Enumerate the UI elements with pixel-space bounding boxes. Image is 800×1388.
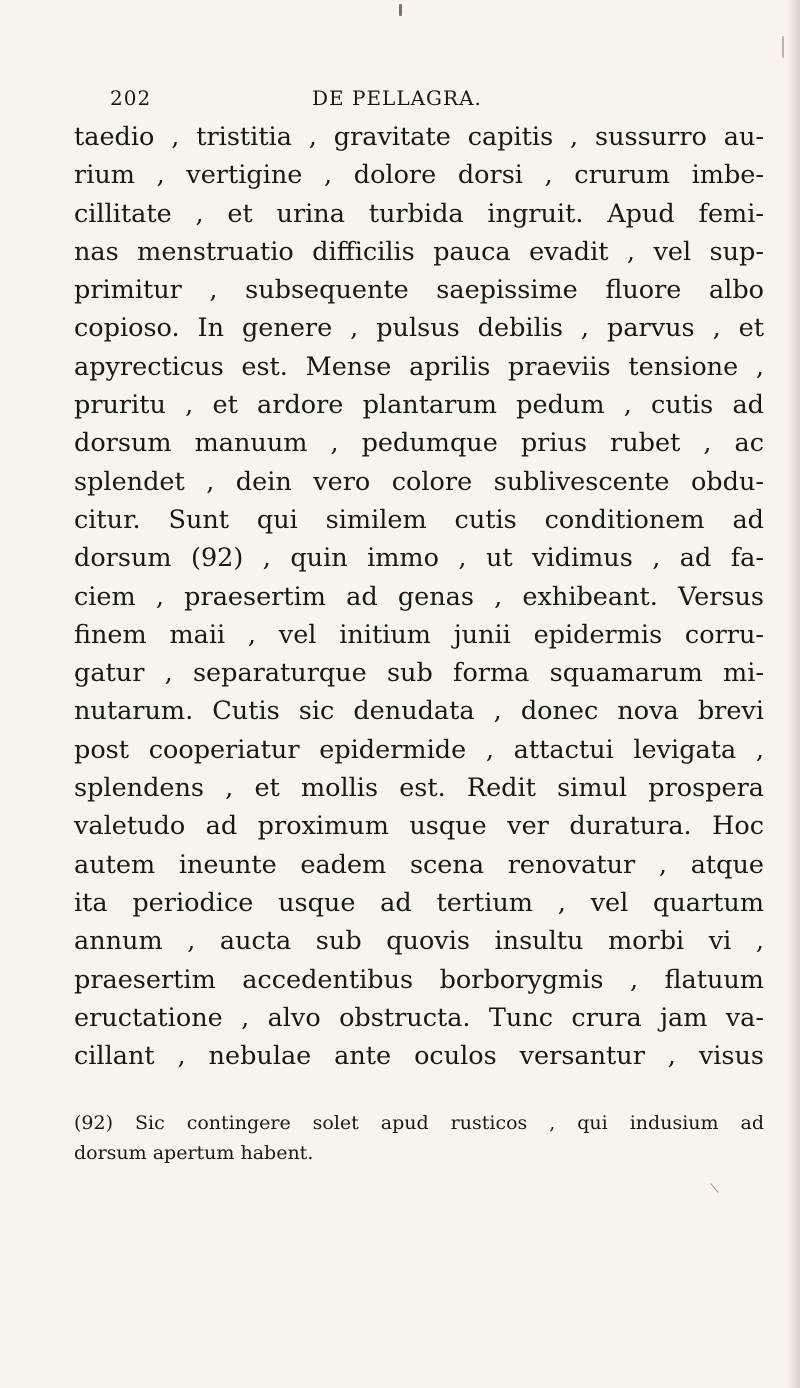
text-line: nas menstruatio difficilis pauca evadit , vel sup- [74, 236, 764, 267]
text-line: copioso. In genere , pulsus debilis , parvus , et [74, 313, 764, 344]
page-speck [710, 1183, 718, 1193]
text-line: nutarum. Cutis sic denudata , donec nova brevi [74, 696, 764, 727]
text-line: splendet , dein vero colore sublivescente obdu- [74, 466, 764, 497]
text-line: apyrecticus est. Mense aprilis praeviis tensione , [74, 351, 764, 382]
text-line: cillitate , et urina turbida ingruit. Apud femi- [74, 198, 764, 229]
text-line: valetudo ad proximum usque ver duratura. Hoc [74, 811, 764, 842]
text-line: annum , aucta sub quovis insultu morbi vi , [74, 926, 764, 957]
page-edge-mark [782, 36, 784, 58]
text-line: rium , vertigine , dolore dorsi , crurum imbe- [74, 160, 764, 191]
print-mark [399, 4, 402, 16]
text-line: citur. Sunt qui similem cutis conditionem ad [74, 504, 764, 535]
text-line: gatur , separaturque sub forma squamarum mi- [74, 658, 764, 689]
text-line: cillant , nebulae ante oculos versantur , visus [74, 1041, 764, 1072]
footnote-line: dorsum apertum habent. [74, 1142, 314, 1164]
footnote-line: (92) Sic contingere solet apud rusticos , qui indusium ad [74, 1112, 764, 1134]
text-line: taedio , tristitia , gravitate capitis , sussurro au- [74, 122, 764, 152]
text-line: autem ineunte eadem scena renovatur , atque [74, 849, 764, 880]
text-line: ciem , praesertim ad genas , exhibeant. Versus [74, 581, 764, 612]
text-line: splendens , et mollis est. Redit simul prospera [74, 773, 764, 804]
text-line: finem maii , vel initium junii epidermis corru- [74, 619, 764, 650]
text-line: primitur , subsequente saepissime fluore albo [74, 275, 764, 306]
running-head [110, 86, 670, 116]
text-line: ita periodice usque ad tertium , vel quartum [74, 887, 764, 918]
body-text [74, 118, 764, 1075]
text-line: post cooperiatur epidermide , attactui levigata , [74, 734, 764, 765]
text-line: pruritu , et ardore plantarum pedum , cutis ad [74, 390, 764, 421]
page-number: 202 [110, 86, 152, 110]
text-line: dorsum (92) , quin immo , ut vidimus , ad fa- [74, 543, 764, 574]
running-title: DE PELLAGRA. [312, 86, 482, 110]
text-line: dorsum manuum , pedumque prius rubet , ac [74, 428, 764, 459]
footnote [74, 1108, 764, 1168]
text-line: praesertim accedentibus borborygmis , flatuum [74, 964, 764, 995]
page-edge-shadow [786, 0, 800, 1388]
text-line: eructatione , alvo obstructa. Tunc crura jam va- [74, 1002, 764, 1033]
